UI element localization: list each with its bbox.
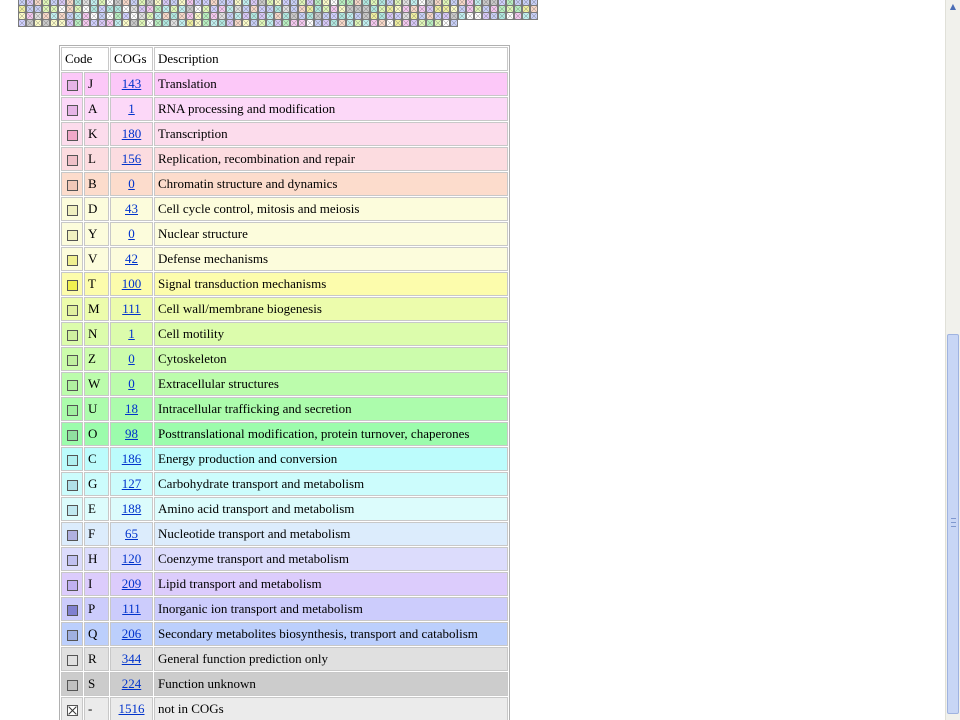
cog-count-link[interactable]: 98 — [125, 426, 138, 441]
cog-count-cell — [110, 647, 153, 671]
mosaic-cell — [314, 19, 322, 27]
cog-count-link[interactable]: 43 — [125, 201, 138, 216]
cog-count-link[interactable]: 186 — [121, 451, 142, 466]
category-code: - — [84, 697, 109, 720]
category-checkbox-cell — [61, 322, 83, 346]
mosaic-cell — [274, 19, 282, 27]
mosaic-cell — [250, 19, 258, 27]
category-description: Signal transduction mechanisms — [154, 272, 508, 296]
category-checkbox-cell — [61, 97, 83, 121]
color-swatch-box[interactable] — [67, 555, 78, 566]
category-checkbox-cell — [61, 447, 83, 471]
mosaic-cell — [154, 19, 162, 27]
category-description: Intracellular trafficking and secretion — [154, 397, 508, 421]
cog-count-cell — [110, 147, 153, 171]
cog-count-cell — [110, 597, 153, 621]
color-swatch-box[interactable] — [67, 455, 78, 466]
cog-count-cell — [110, 322, 153, 346]
mosaic-cell — [522, 12, 530, 20]
table-row — [61, 647, 508, 671]
cog-count-cell — [110, 347, 153, 371]
category-code: F — [84, 522, 109, 546]
category-description: Cell motility — [154, 322, 508, 346]
table-row — [61, 297, 508, 321]
mosaic-cell — [114, 19, 122, 27]
cog-count-cell — [110, 472, 153, 496]
category-description: Energy production and conversion — [154, 447, 508, 471]
mosaic-cell — [26, 19, 34, 27]
category-description: Cytoskeleton — [154, 347, 508, 371]
cog-count-cell — [110, 422, 153, 446]
mosaic-cell — [530, 12, 538, 20]
cog-count-cell — [110, 297, 153, 321]
mosaic-cell — [162, 19, 170, 27]
color-swatch-box[interactable] — [67, 505, 78, 516]
category-description: not in COGs — [154, 697, 508, 720]
cog-count-link[interactable]: 1 — [128, 101, 135, 116]
table-row — [61, 172, 508, 196]
cog-count-link[interactable]: 111 — [122, 301, 141, 316]
table-header-row — [61, 47, 508, 71]
table-row — [61, 247, 508, 271]
category-checkbox-cell — [61, 697, 83, 720]
category-description: Inorganic ion transport and metabolism — [154, 597, 508, 621]
cog-count-link[interactable]: 143 — [121, 76, 142, 91]
color-swatch-box[interactable] — [67, 680, 78, 691]
category-checkbox-cell — [61, 622, 83, 646]
description-header: Description — [154, 47, 508, 71]
category-code: J — [84, 72, 109, 96]
mosaic-cell — [186, 19, 194, 27]
cog-count-cell — [110, 72, 153, 96]
mosaic-cell — [514, 12, 522, 20]
color-swatch-box[interactable] — [67, 80, 78, 91]
category-code: P — [84, 597, 109, 621]
cog-count-link[interactable]: 127 — [121, 476, 142, 491]
color-swatch-box[interactable] — [67, 630, 78, 641]
color-swatch-box[interactable] — [67, 655, 78, 666]
category-checkbox-cell — [61, 147, 83, 171]
cog-count-link[interactable]: 206 — [121, 626, 142, 641]
category-code: N — [84, 322, 109, 346]
mosaic-cell — [386, 19, 394, 27]
mosaic-cell — [442, 19, 450, 27]
mosaic-cell — [482, 12, 490, 20]
category-code: O — [84, 422, 109, 446]
category-checkbox-cell — [61, 472, 83, 496]
cog-count-link[interactable]: 344 — [121, 651, 142, 666]
cog-count-link[interactable]: 100 — [121, 276, 142, 291]
color-swatch-box[interactable] — [67, 580, 78, 591]
category-description: Lipid transport and metabolism — [154, 572, 508, 596]
cog-count-link[interactable]: 0 — [128, 176, 135, 191]
category-checkbox-cell — [61, 272, 83, 296]
mosaic-cell — [338, 19, 346, 27]
category-checkbox-cell — [61, 422, 83, 446]
mosaic-cell — [258, 19, 266, 27]
mosaic-cell — [346, 19, 354, 27]
genome-mosaic-strip — [18, 0, 542, 28]
mosaic-cell — [466, 12, 474, 20]
mosaic-cell — [42, 19, 50, 27]
mosaic-cell — [354, 19, 362, 27]
mosaic-cell — [146, 19, 154, 27]
category-code: K — [84, 122, 109, 146]
scroll-up-arrow-icon[interactable]: ▲ — [949, 2, 957, 11]
table-row — [61, 697, 508, 720]
mosaic-cell — [394, 19, 402, 27]
table-row — [61, 522, 508, 546]
mosaic-cell — [474, 12, 482, 20]
cog-count-cell — [110, 397, 153, 421]
table-row — [61, 572, 508, 596]
cog-count-cell — [110, 497, 153, 521]
mosaic-cell — [418, 19, 426, 27]
color-swatch-box[interactable] — [67, 305, 78, 316]
cog-count-cell — [110, 97, 153, 121]
table-row — [61, 622, 508, 646]
color-swatch-box[interactable] — [67, 230, 78, 241]
table-row — [61, 122, 508, 146]
category-checkbox-cell — [61, 172, 83, 196]
color-swatch-box[interactable] — [67, 180, 78, 191]
color-swatch-box[interactable] — [67, 480, 78, 491]
mosaic-cell — [458, 12, 466, 20]
table-row — [61, 72, 508, 96]
cog-count-link[interactable]: 180 — [121, 126, 142, 141]
category-code: A — [84, 97, 109, 121]
category-description: Nucleotide transport and metabolism — [154, 522, 508, 546]
mosaic-cell — [226, 19, 234, 27]
category-checkbox-cell — [61, 297, 83, 321]
cog-count-cell — [110, 372, 153, 396]
category-description: Nuclear structure — [154, 222, 508, 246]
mosaic-cell — [506, 12, 514, 20]
category-code: I — [84, 572, 109, 596]
cog-count-cell — [110, 272, 153, 296]
category-code: Z — [84, 347, 109, 371]
category-code: R — [84, 647, 109, 671]
category-description: Replication, recombination and repair — [154, 147, 508, 171]
cog-count-link[interactable]: 65 — [125, 526, 138, 541]
color-swatch-box[interactable] — [67, 430, 78, 441]
color-swatch-box[interactable] — [67, 380, 78, 391]
color-swatch-box[interactable] — [67, 405, 78, 416]
mosaic-cell — [106, 19, 114, 27]
color-swatch-box[interactable] — [67, 255, 78, 266]
cog-count-cell — [110, 522, 153, 546]
category-checkbox-cell — [61, 197, 83, 221]
mosaic-cell — [218, 19, 226, 27]
mosaic-cell — [210, 19, 218, 27]
mosaic-cell — [202, 19, 210, 27]
mosaic-cell — [74, 19, 82, 27]
table-row — [61, 447, 508, 471]
table-body — [61, 72, 508, 720]
category-description: Amino acid transport and metabolism — [154, 497, 508, 521]
category-checkbox-cell — [61, 522, 83, 546]
mosaic-cell — [490, 12, 498, 20]
color-swatch-box[interactable] — [67, 530, 78, 541]
mosaic-cell — [90, 19, 98, 27]
mosaic-cell — [34, 19, 42, 27]
mosaic-cell — [66, 19, 74, 27]
color-swatch-box[interactable] — [67, 280, 78, 291]
category-description: Posttranslational modification, protein turnover, chaperones — [154, 422, 508, 446]
mosaic-cell — [194, 19, 202, 27]
table-row — [61, 372, 508, 396]
cog-count-cell — [110, 672, 153, 696]
category-code: C — [84, 447, 109, 471]
category-checkbox-cell — [61, 597, 83, 621]
cog-count-link[interactable]: 111 — [122, 601, 141, 616]
category-description: Transcription — [154, 122, 508, 146]
mosaic-cell — [330, 19, 338, 27]
scrollbar-grip-icon — [951, 518, 956, 527]
cog-count-cell — [110, 122, 153, 146]
cog-count-link[interactable]: 0 — [128, 351, 135, 366]
category-checkbox-cell — [61, 72, 83, 96]
mosaic-cell — [138, 19, 146, 27]
category-description: Extracellular structures — [154, 372, 508, 396]
table-row — [61, 597, 508, 621]
cog-count-link[interactable]: 224 — [121, 676, 142, 691]
cog-count-link[interactable]: 188 — [121, 501, 142, 516]
scrollbar-thumb[interactable] — [947, 334, 959, 714]
cogs-header: COGs — [110, 47, 153, 71]
category-description: RNA processing and modification — [154, 97, 508, 121]
mosaic-cell — [410, 19, 418, 27]
category-description: Cell cycle control, mitosis and meiosis — [154, 197, 508, 221]
cog-count-cell — [110, 447, 153, 471]
cog-count-link[interactable]: 120 — [121, 551, 142, 566]
category-description: Chromatin structure and dynamics — [154, 172, 508, 196]
category-description: General function prediction only — [154, 647, 508, 671]
table-row — [61, 422, 508, 446]
category-description: Secondary metabolites biosynthesis, transport and catabolism — [154, 622, 508, 646]
mosaic-cell — [434, 19, 442, 27]
cog-category-table — [59, 45, 510, 720]
cog-count-link[interactable]: 209 — [121, 576, 142, 591]
mosaic-cell — [378, 19, 386, 27]
table-row — [61, 322, 508, 346]
mosaic-cell — [18, 19, 26, 27]
category-checkbox-cell — [61, 247, 83, 271]
mosaic-cell — [82, 19, 90, 27]
cog-count-cell — [110, 197, 153, 221]
mosaic-cell — [50, 19, 58, 27]
category-code: V — [84, 247, 109, 271]
table-row — [61, 397, 508, 421]
category-checkbox-cell — [61, 497, 83, 521]
cog-count-link[interactable]: 0 — [128, 226, 135, 241]
category-code: T — [84, 272, 109, 296]
mosaic-cell — [370, 19, 378, 27]
color-swatch-box[interactable] — [67, 605, 78, 616]
category-code: E — [84, 497, 109, 521]
mosaic-cell — [98, 19, 106, 27]
mosaic-cell — [266, 19, 274, 27]
category-checkbox-cell — [61, 647, 83, 671]
category-code: D — [84, 197, 109, 221]
cog-count-link[interactable]: 42 — [125, 251, 138, 266]
table-row — [61, 347, 508, 371]
mosaic-cell — [450, 19, 458, 27]
color-swatch-box[interactable] — [67, 330, 78, 341]
cog-count-cell — [110, 697, 153, 720]
cog-count-link[interactable]: 18 — [125, 401, 138, 416]
mosaic-cell — [402, 19, 410, 27]
category-code: W — [84, 372, 109, 396]
cog-count-cell — [110, 222, 153, 246]
category-description: Coenzyme transport and metabolism — [154, 547, 508, 571]
table-row — [61, 672, 508, 696]
table-row — [61, 147, 508, 171]
mosaic-cell — [58, 19, 66, 27]
category-description: Cell wall/membrane biogenesis — [154, 297, 508, 321]
mosaic-cell — [282, 19, 290, 27]
cog-count-cell — [110, 622, 153, 646]
mosaic-cell — [298, 19, 306, 27]
mosaic-cell — [122, 19, 130, 27]
mosaic-cell — [290, 19, 298, 27]
table-row — [61, 547, 508, 571]
cog-count-link[interactable]: 1 — [128, 326, 135, 341]
color-swatch-box[interactable] — [67, 355, 78, 366]
mosaic-cell — [426, 19, 434, 27]
category-checkbox-cell — [61, 547, 83, 571]
table-row — [61, 197, 508, 221]
color-swatch-box[interactable] — [67, 130, 78, 141]
category-description: Translation — [154, 72, 508, 96]
category-code: Y — [84, 222, 109, 246]
category-checkbox-cell — [61, 397, 83, 421]
cog-count-link[interactable]: 1516 — [118, 701, 145, 716]
category-code: G — [84, 472, 109, 496]
table-row — [61, 497, 508, 521]
table-row — [61, 222, 508, 246]
color-swatch-box[interactable] — [67, 105, 78, 116]
table-row — [61, 97, 508, 121]
mosaic-cell — [498, 12, 506, 20]
category-description: Carbohydrate transport and metabolism — [154, 472, 508, 496]
mosaic-cell — [306, 19, 314, 27]
cog-count-cell — [110, 547, 153, 571]
category-checkbox-cell — [61, 572, 83, 596]
crossed-box-icon[interactable] — [67, 705, 78, 716]
mosaic-cell — [242, 19, 250, 27]
category-checkbox-cell — [61, 222, 83, 246]
cog-count-link[interactable]: 0 — [128, 376, 135, 391]
category-code: B — [84, 172, 109, 196]
category-checkbox-cell — [61, 372, 83, 396]
category-checkbox-cell — [61, 347, 83, 371]
category-description: Defense mechanisms — [154, 247, 508, 271]
mosaic-cell — [130, 19, 138, 27]
category-description: Function unknown — [154, 672, 508, 696]
category-code: Q — [84, 622, 109, 646]
cog-count-cell — [110, 247, 153, 271]
category-code: U — [84, 397, 109, 421]
category-code: S — [84, 672, 109, 696]
category-code: M — [84, 297, 109, 321]
category-checkbox-cell — [61, 672, 83, 696]
mosaic-cell — [178, 19, 186, 27]
mosaic-cell — [322, 19, 330, 27]
table-row — [61, 472, 508, 496]
code-header: Code — [61, 47, 109, 71]
cog-count-cell — [110, 572, 153, 596]
cog-count-link[interactable]: 156 — [121, 151, 142, 166]
cog-count-cell — [110, 172, 153, 196]
color-swatch-box[interactable] — [67, 155, 78, 166]
mosaic-cell — [170, 19, 178, 27]
category-code: H — [84, 547, 109, 571]
mosaic-cell — [362, 19, 370, 27]
category-code: L — [84, 147, 109, 171]
color-swatch-box[interactable] — [67, 205, 78, 216]
category-checkbox-cell — [61, 122, 83, 146]
table-row — [61, 272, 508, 296]
mosaic-cell — [234, 19, 242, 27]
vertical-scrollbar[interactable] — [945, 0, 960, 720]
